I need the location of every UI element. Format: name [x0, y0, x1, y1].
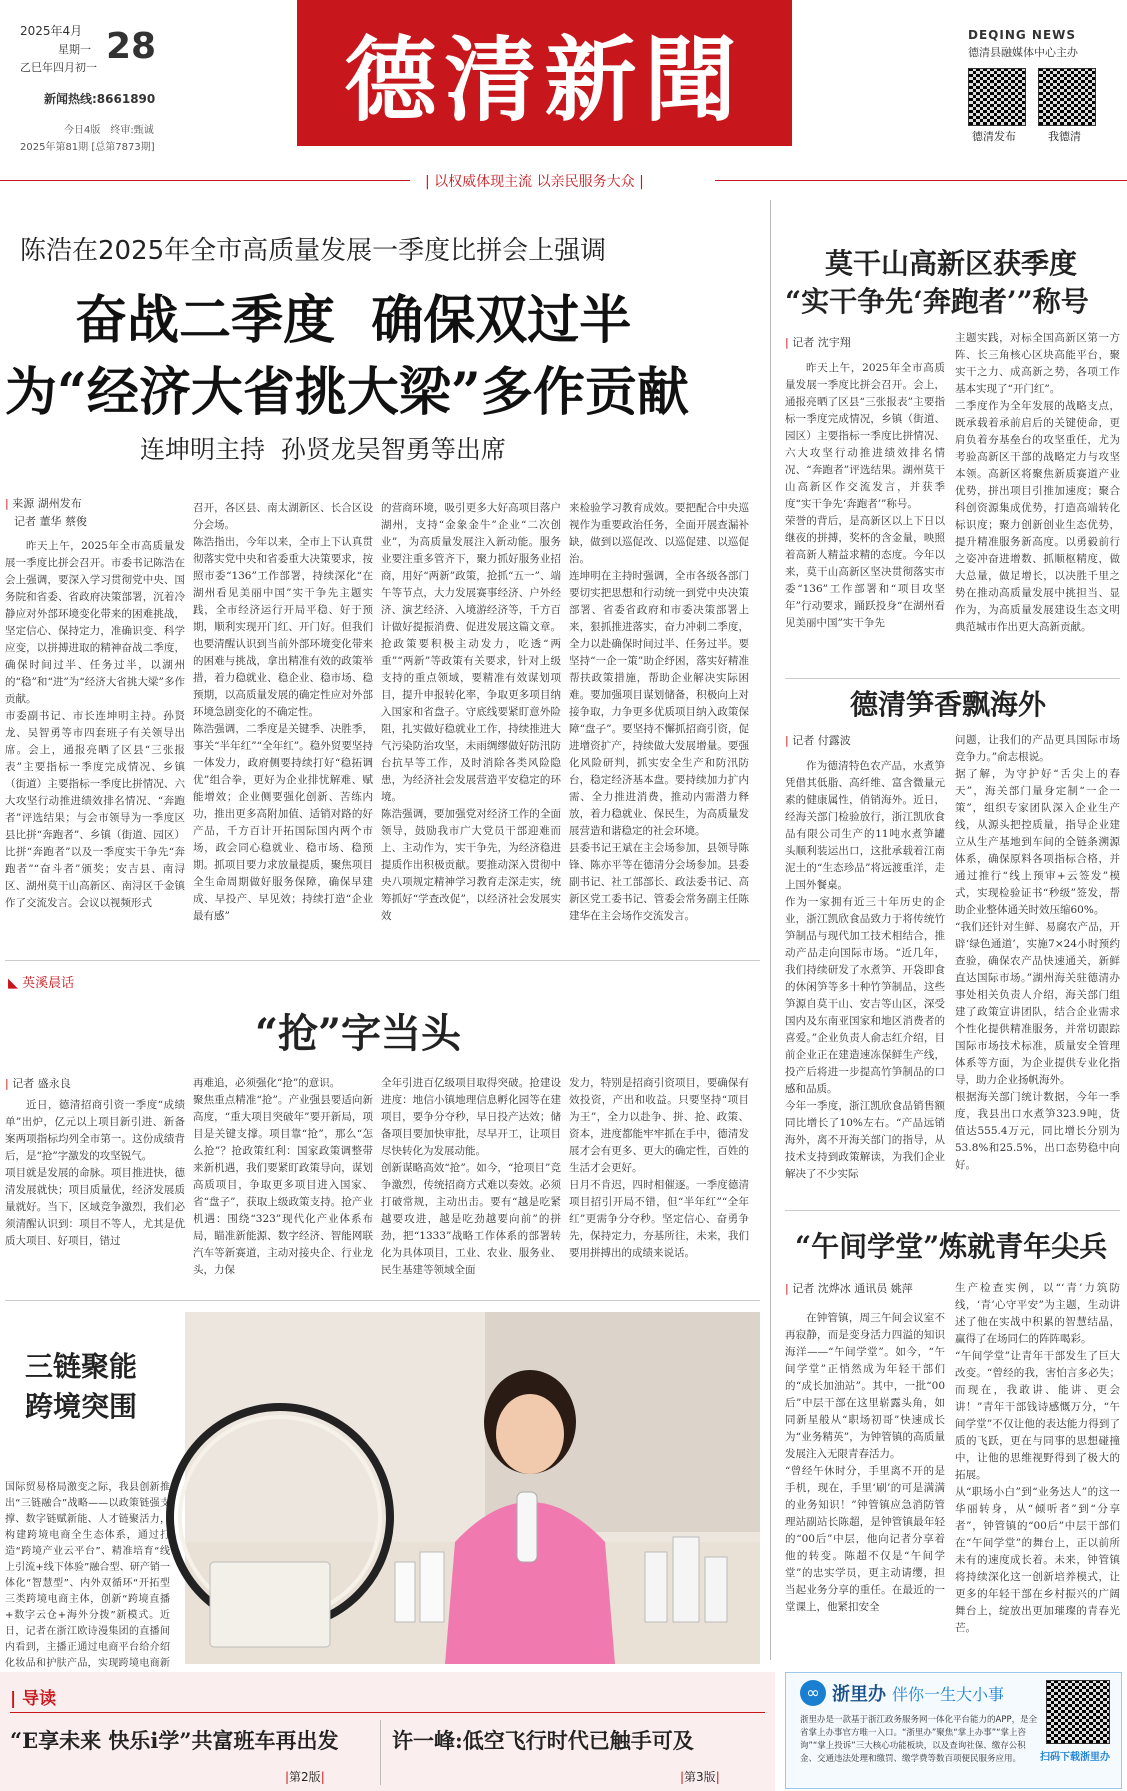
livestream-photo-illustration: [185, 1312, 760, 1664]
lead-col-3-text: 的营商环境，吸引更多大好高项目落户湖州，支持“金象金牛”企业“二次创业”，为高质量发展注入新动能。服务业要注重多管齐下，聚力抓好服务业招商，用好“两新”政策，抢抓“五一”、端午等节点，大力发展赛事经济、户外经济、演艺经济、入境游经济等，千方百计做好提振消费、促进发展这篇文章。抢政策要积极主动发力，吃透“两重”“两新”等政策有关要求，针对上级支持的重点领域，要精准有效谋划项目，提升申报转化率，争取更多项目纳入国家和省盘子。守底线要紧盯意外险阻，扎实做好稳就业工作，持续推进大气污染防治攻坚，未雨绸缪做好防汛防台抗旱等工作，及时消除各类风险隐患，为经济社会发展营造平安稳定的环境。 陈浩强调，要加强党对经济工作的全面领导，鼓励我市广大党员干部迎难而上、主动作为，实干争先，为经济稳进提质作出积极贡献。要推动深入贯彻中央八项规定精神学习教育走深走实，统筹抓好“学查改促”，以经济社会发展实效: [381, 502, 561, 922]
right1-headline-2: “实干争先‘奔跑者’”称号: [785, 285, 1089, 318]
ad-logo: [800, 1680, 1004, 1706]
commentary-col-4: [569, 1075, 749, 1287]
commentary-col-4-text: 发力，特别是招商引资项目，要确保有效投资，产出和收益。只要坚持“项目为王”，全力以赴争、拼、抢、政策、资本，进度都能牢牢抓在手中，德清发展才会有更多、更大的确定性，百姓的生活才会更好。 日月不肯迟，四时相催逐。一季度德清项目招引开局不错，但“半年红”“全年红”更需争分夺秒。坚定信心、奋勇争先，保持定力，夯基所往，未来，我们要用拼搏出的成绩来说话。: [569, 1077, 749, 1259]
commentary-col-2-text: 再难追，必须强化“抢”的意识。 聚焦重点精准“抢”。产业强县要适向新高度，“重大项目突破年”要开新局，项目是关键支撑。项目靠“抢”，那么“怎么抢”？抢政策红利：国家政策调整带来新机遇，我们要紧盯政策导向，谋划高质项目，争取更多项目进入国家、省“盘子”，获取上级政策支持。抢产业机遇：围绕“323”现代化产业体系布局，瞄准新能源、数字经济、智能网联汽车等新赛道，主动对接央企、行业龙头，力保: [193, 1077, 373, 1276]
lead-reporter: 记者 董华 蔡俊: [14, 515, 87, 528]
commentary-tag-text: 英溪晨话: [22, 976, 75, 991]
hotline: 新闻热线:8661890: [44, 92, 156, 106]
commentary-tag: [8, 972, 74, 991]
slogan-text: 以权威体现主流 以亲民服务大众: [434, 174, 635, 190]
issue-number: 2025年第81期 [总第7873期]: [20, 142, 155, 153]
commentary-col-1-text: 近日，德清招商引资一季度“成绩单”出炉，亿元以上项目新引进、新备案两项指标均列全市第一。这份成绩背后，是“抢”字激发的攻坚锐气。 项目就是发展的命脉。项目推进快，德清发展就快；项目质量优，经济发展质量就好。当下，区域竞争激烈，我们必须清醒认识到：项目不等人，尤其是优质大项目、好项目，错过: [5, 1099, 185, 1247]
right2-reporter: | 记者 付露波: [785, 734, 851, 747]
commentary-headline: “抢”字当头: [255, 1010, 462, 1057]
qr2-label: 我德清: [1048, 130, 1081, 143]
right2-col-2: [955, 732, 1120, 1204]
right1-col-1: [785, 360, 945, 670]
guide-marker-icon: |: [10, 1689, 17, 1709]
right3-col-1-text: 在钟管镇，周三午间会议室不再寂静，而是变身活力四溢的知识海洋——“午间学堂”。如今，“午间学堂”正悄然成为年轻干部们的“成长加油站”。其中，一批“00后”中层干部在这里崭露头角，如同新星般从“职场初哥”快速成长为“业务精英”，为钟管镇的高质量发展注入无限青春活力。 “曾经午休时分，手里离不开的是手机，现在，手里‘刷’的可是满满的业务知识！”钟管镇应急消防管理站副站长陈超，是钟管镇最年轻的“00后”中层，他向记者分享着他的转变。陈超不仅是“午间学堂”的忠实学员，更主动请缨，担当起业务分享的重任。在最近的一堂课上，他紧扣安全: [785, 1312, 945, 1613]
ad-logo-text: 浙里办: [832, 1684, 886, 1705]
feature-caption-text: 国际贸易格局激变之际，我县创新推出“三链融合”战略——以政策链强支撑、数字链赋新能、人才链聚活力，构建跨境电商全生态体系，通过打造“跨境产业云平台”、精准培育“线上引流+线下体验”融合型、研产销一体化“智慧型”、内外双循环“开拓型三类跨境电商主体，创新“跨境直播+数字云仓+海外分拨”新模式。近日，记者在浙江欧诗漫集团的直播间内看到，主播正通过电商平台给介绍化妆品和护肤产品，实现跨境电商新: [5, 1482, 170, 1669]
guide-label-text: 导读: [22, 1689, 57, 1709]
ad-slogan: 伴你一生大小事: [892, 1684, 1005, 1704]
right3-col-2: [955, 1280, 1120, 1656]
lead-col-4-text: 来检验学习教育成效。要把配合中央巡视作为重要政治任务，全面开展查漏补缺，做到以巡促改、以巡促建、以巡促治。 连坤明在主持时强调，全市各级各部门要切实把思想和行动统一到党中央决策部署、省委省政府和市委决策部署上来，狠抓推进落实，奋力冲刺二季度，全力以赴确保时间过半、任务过半。要坚持“一企一策”助企纾困，落实好精准帮扶政策措施，帮助企业解决实际困难。要加强项目谋划储备，积极向上对接争取，力争更多优质项目纳入政策保障“盘子”。要坚持不懈抓招商引资，促进增资扩产，持续做大发展增量。要强化风险研判，抓实安全生产和防汛防台，稳定经济基本盘。要持续加力扩内需、全力推进消费，推动内需潜力释放，着力稳就业、保民生，为高质量发展营造和谐稳定的社会环境。 县委书记王斌在主会场参加，县领导陈锋、陈亦平等在德清分会场参加。县委副书记、社工部部长、政法委书记、高新区党工委书记、管委会常务副主任陈建华在主会场作交流发言。: [569, 502, 749, 922]
lead-col-2-text: 召开，各区县、南太湖新区、长合区设分会场。 陈浩指出，今年以来，全市上下认真贯彻落实党中央和省委重大决策要求，按照市委“136”工作部署，持续深化“在湖州看见美丽中国”实干争先主题实践，全市经济运行开局平稳、好于预期，顺利实现开门红、开门好。但我们也要清醒认识到当前外部环境变化带来的困难与挑战，拿出精准有效的政策举措，着力稳就业、稳企业、稳市场、稳预期，以高质量发展的确定性应对外部环境急剧变化的不确定性。 陈浩强调，二季度是关键季、决胜季，事关“半年红”“全年红”。稳外贸要坚持一体发力，政府侧要持续打好“稳拓调优”组合拳，更好为企业排忧解难、赋能增效；企业侧要强化创新、苦练内功，推出更多高附加值、适销对路的好产品，千方百计开拓国际国内两个市场，政会同心稳就业、稳市场、稳预期。抓项目要力求放量提质，聚焦项目全生命周期做好服务保障，确保早建成、早投产、早见效；持续打造“企业最有感”: [193, 502, 373, 922]
lead-col-3: [381, 500, 561, 948]
commentary-col-3: [381, 1075, 561, 1287]
weekday: 星期一: [58, 43, 91, 56]
lead-headline-2: 为“经济大省挑大梁”多作贡献: [5, 362, 689, 423]
sponsor: 德清县融媒体中心主办: [968, 46, 1078, 59]
qr1-label: 德清发布: [972, 130, 1016, 143]
right3-reporter-text: 记者 沈烨冰 通讯员 姚萍: [792, 1282, 913, 1295]
date-day: 28: [106, 26, 157, 67]
guide-item-1-page[interactable]: |第2版|: [285, 1770, 325, 1784]
lunar-date: 乙巳年四月初一: [20, 61, 97, 74]
right2-col-2-text: 问题，让我们的产品更具国际市场竞争力。”俞志根说。 据了解，为守护好“舌尖上的春天”，海关部门量身定制“一企一策”，组织专家团队深入企业生产线，从源头把控质量，指导企业建立从生产基地到车间的全链条溯源体系，确保原料各项指标合格，并通过推行“线上预审+云签发”模式，实现检验证书“秒级”签发，帮助企业整体通关时效压缩60%。 “我们还针对生鲜、易腐农产品，开辟‘绿色通道’，实施7×24小时预约查验，确保农产品快速通关，新鲜直达国际市场。”湖州海关驻德清办事处相关负责人介绍，海关部门组建了政策宣讲团队，结合企业需求个性化提供精准服务，并常切跟踪国际市场技术标准，质量安全管理体系等方面，为企业提供专业化指导，助力企业扬帆海外。 根据海关部门统计数据，今年一季度，我县出口水煮笋323.9吨，货值达555.4万元，同比增长分别为53.8%和25.5%，出口态势稳中向好。: [955, 734, 1120, 1171]
lead-subhead: 连坤明主持 孙贤龙吴智勇等出席: [140, 435, 506, 464]
lead-col-4: [569, 500, 749, 948]
right1-reporter: | 记者 沈宇翔: [785, 336, 851, 349]
guide-item-2-page-text: 第3版: [684, 1770, 716, 1784]
commentary-reporter: | 记者 盛永良: [5, 1077, 71, 1090]
ad-qr-label: 扫码下载浙里办: [1040, 1752, 1110, 1763]
qr-code-wo-deqing[interactable]: [1038, 68, 1096, 126]
right3-reporter: | 记者 沈烨冰 通讯员 姚萍: [785, 1282, 913, 1295]
ad-qr-code[interactable]: [1046, 1680, 1110, 1744]
right3-headline: “午间学堂”炼就青年尖兵: [795, 1230, 1108, 1263]
date-year-month: 2025年4月: [20, 24, 83, 38]
right1-col-2: [955, 330, 1120, 670]
lead-headline-1: 奋战二季度 确保双过半: [75, 290, 632, 351]
guide-item-1[interactable]: “E享未来 快乐i学”共富班车再出发: [10, 1728, 339, 1753]
right3-col-2-text: 生产检查实例，以“‘青’力筑防线，‘青’心守平安”为主题，生动讲述了他在实战中积累的智慧结晶，赢得了在场同仁的阵阵喝彩。 “午间学堂”让青年干部发生了巨大改变。“曾经的我，害怕言多必失；而现在，我敢讲、能讲、更会讲！”青年干部钱诗感慨万分，“午间学堂”不仅让他的表达能力得到了质的飞跃，更在与同事的思想碰撞中，让他的思维视野得到了极大的拓展。 从“职场小白”到“业务达人”的这一华丽转身，从“倾听者”到“分享者”，钟管镇的“00后”中层干部们在“午间学堂”的舞台上，正以前所未有的速度成长着。未来，钟管镇将持续深化这一创新培养模式，让更多的年轻干部在乡村振兴的广阔舞台上，绽放出更加璀璨的青春光芒。: [955, 1282, 1120, 1634]
lead-col-2: [193, 500, 373, 948]
feature-title-1: 三链聚能: [25, 1350, 138, 1383]
feature-title-2: 跨境突围: [25, 1390, 138, 1423]
lead-source: 来源 湖州发布: [12, 497, 82, 510]
feature-caption: [5, 1480, 170, 1670]
guide-item-2[interactable]: 许一峰:低空飞行时代已触手可及: [392, 1728, 694, 1753]
right1-col-2-text: 主题实践，对标全国高新区第一方阵、长三角核心区块高能平台，聚实干之力、成高新之势，各项工作基本实现了“开门红”。 二季度作为全年发展的战略支点，既承载着承前启后的关键使命，更肩负着夯基垒台的攻坚重任，尤为考验高新区干部的战略定力与攻坚本领。高新区将聚焦新质赛道产业优势，拼出项目引推加速度；聚合科创资源集成优势，打造高端转化标识度；聚力创新创业生态优势，提升精准服务新高度。以勇毅前行之姿冲奋进增数、抓顺枢精度，做大总量，做足增长，以决胜千里之势在推动高质量发展中挑担当、显作为，为高质量发展建设生态文明典范城市作出更大高新贡献。: [955, 332, 1120, 633]
zheliban-logo-icon: ∞: [800, 1680, 826, 1706]
feature-photo: [185, 1312, 760, 1664]
right1-reporter-text: 记者 沈宇翔: [792, 336, 851, 349]
commentary-col-2: [193, 1075, 373, 1287]
qr-code-deqing-fabu[interactable]: [968, 68, 1026, 126]
tag-marker-icon: ◣: [8, 976, 18, 991]
ad-text: 浙里办是一款基于浙江政务服务网一体化平台能力的APP，是全省掌上办事官方唯一入口。“浙里办”聚焦“掌上办事”“掌上咨询”“掌上投诉”三大核心功能板块，以及查询社保、缴存公积金、交通违法处理和缴罚、缴学费等数百项便民服务应用。: [800, 1715, 1038, 1764]
lead-col-1: [5, 538, 185, 948]
commentary-reporter-text: 记者 盛永良: [12, 1077, 71, 1090]
guide-item-2-page[interactable]: |第3版|: [680, 1770, 720, 1784]
commentary-col-1: [5, 1097, 185, 1287]
lead-col-1-text: 昨天上午，2025年全市高质量发展一季度比拼会召开。市委书记陈浩在会上强调，要深入学习贯彻党中央、国务院和省委、省政府决策部署，沉着冷静应对外部环境变化带来的困难挑战，坚定信心、保持定力，准确识变、科学应变，以拼搏进取的精神奋战二季度，确保时间过半、任务过半，以湖州的“稳”和“进”为“经济大省挑大梁”多作贡献。 市委副书记、市长连坤明主持。孙贤龙、吴智勇等市四套班子有关领导出席。会上，通报亮晒了区县“三张报表”主要指标一季度完成情况、乡镇（街道）主要指标一季度比拼情况、六大攻坚行动推进绩效排名情况、“奔跑者”评选结果；与会市领导为一季度区县比拼“奔跑者”、乡镇（街道、园区）比拼“奔跑者”以及一季度实干争先“奔跑者”“奋斗者”颁奖；安吉县、南浔区、湖州莫干山高新区、南浔区千金镇作了交流发言。会议以视频形式: [5, 540, 185, 909]
right2-col-1: [785, 758, 945, 1204]
slogan: | 以权威体现主流 以亲民服务大众 |: [425, 174, 644, 190]
right1-headline-1: 莫干山高新区获季度: [825, 247, 1078, 280]
lead-kicker: 陈浩在2025年全市高质量发展一季度比拼会上强调: [20, 236, 607, 266]
english-name: DEQING NEWS: [968, 28, 1077, 42]
right2-headline: 德清笋香飘海外: [850, 688, 1047, 721]
right2-col-1-text: 作为德清特色农产品，水煮笋凭借其低脂、高纤维、富含微量元素的健康属性，俏销海外。近日，经海关部门检验放行，浙江凯欣食品有限公司生产的11吨水煮笋罐头顺利装运出口，这批承载着江南泥土的“生态珍品”将远渡重洋，走上国外餐桌。 作为一家拥有近三十年历史的企业，浙江凯欣食品致力于将传统竹笋制品与现代加工技术相结合，推动产品走向国际市场。“近几年，我们持续研发了水煮笋、开袋即食的休闲笋等多十种竹笋制品，这些笋源自莫干山、安吉等山区，深受国内及东南亚国家和地区消费者的喜爱。”企业负责人俞志红介绍，目前企业正在建造速冻保鲜生产线，投产后将进一步提高竹笋制品的口感和品质。 今年一季度，浙江凯欣食品销售额同比增长了10%左右。“产品远销海外，离不开海关部门的指导，从技术支持到政策解读，为我们企业解决了不少实际: [785, 760, 945, 1180]
masthead-logo: [297, 0, 792, 146]
commentary-col-3-text: 全年引进百亿级项目取得突破。抢建设进度：地信小镇地理信息孵化园等在建项目，要争分夺秒，早日投产达效；储备项目要加快审批，尽早开工，让项目尽快转化为发展动能。 创新谋略高效“抢”。如今，“抢项目”竞争激烈，传统招商方式难以奏效。必须打破常规，主动出击。要有“越是吃紧越要攻进，越是吃劲越要向前”的拼劲，把“1333”战略工作体系的部署转化为具体项目，工业、农业、服务业、民生基建等领域全面: [381, 1077, 561, 1276]
guide-label: [10, 1684, 56, 1709]
pages-info: 今日4版 终审:甄诚: [64, 125, 154, 136]
right1-col-1-text: 昨天上午，2025年全市高质量发展一季度比拼会召开。会上，通报亮晒了区县“三张报表”主要指标一季度完成情况，乡镇（街道、园区）主要指标一季度比拼情况、六大攻坚行动推进绩效排名情况、“奔跑者”评选结果。湖州莫干山高新区作交流发言，并获季度“实干争先‘奔跑者’”称号。 荣誉的背后，是高新区以上下日以继夜的拼搏，奖杯的含金量，映照着高新人精益求精的态度。今年以来，莫干山高新区坚决贯彻落实市委“136”工作部署和“项目攻坚年”行动要求，踊跃投身“在湖州看见美丽中国”实干争先: [785, 362, 945, 629]
masthead-title: 德清新聞: [344, 26, 745, 134]
right2-reporter-text: 记者 付露波: [792, 734, 851, 747]
right3-col-1: [785, 1310, 945, 1656]
guide-item-1-page-text: 第2版: [289, 1770, 321, 1784]
